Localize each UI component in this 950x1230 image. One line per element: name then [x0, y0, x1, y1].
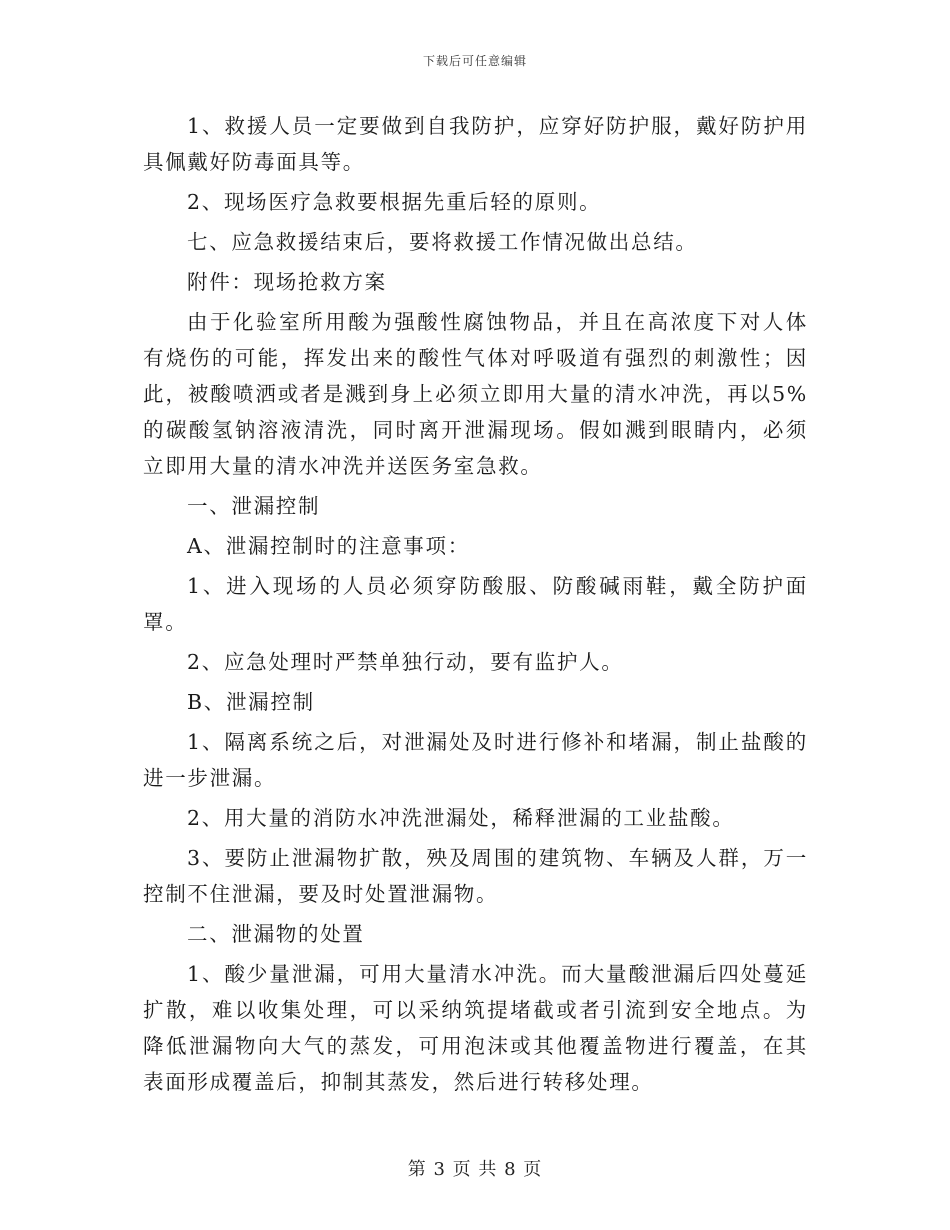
paragraph-summary: 七、应急救援结束后，要将救援工作情况做出总结。	[187, 230, 698, 254]
paragraph-rescue-protection: 1、救援人员一定要做到自我防护，应穿好防护服，戴好防护用具佩戴好防毒面具等。	[143, 114, 808, 174]
paragraph-no-solo-action: 2、应急处理时严禁单独行动，要有监护人。	[187, 650, 624, 674]
paragraph-isolate-repair: 1、隔离系统之后，对泄漏处及时进行修补和堵漏，制止盐酸的进一步泄漏。	[143, 730, 808, 790]
paragraph-acid-hazard: 由于化验室所用酸为强酸性腐蚀物品，并且在高浓度下对人体有烧伤的可能，挥发出来的酸性气体对呼吸道有强烈的刺激性；因此，被酸喷洒或者是溅到身上必须立即用大量的清水冲洗，再以5%的碳酸氢钠溶液清洗，同时离开泄漏现场。假如溅到眼睛内，必须立即用大量的清水冲洗并送医务室急救。	[143, 310, 808, 478]
heading-leak-precautions: A、泄漏控制时的注意事项：	[187, 534, 470, 558]
paragraph-first-aid-principle: 2、现场医疗急救要根据先重后轻的原则。	[187, 190, 602, 214]
page-footer: 第 3 页 共 8 页	[407, 1159, 543, 1180]
paragraph-disposal-method: 1、酸少量泄漏，可用大量清水冲洗。而大量酸泄漏后四处蔓延扩散，难以收集处理，可以采纳筑提堵截或者引流到安全地点。为降低泄漏物向大气的蒸发，可用泡沫或其他覆盖物进行覆盖，在其表面形成覆盖后，抑制其蒸发，然后进行转移处理。	[143, 962, 808, 1094]
heading-leak-control: 一、泄漏控制	[187, 494, 321, 518]
heading-leak-disposal: 二、泄漏物的处置	[187, 922, 365, 946]
heading-leak-control-b: B、泄漏控制	[187, 690, 315, 714]
paragraph-attachment-title: 附件：现场抢救方案	[187, 270, 387, 294]
document-body	[143, 108, 808, 1100]
paragraph-ppe-requirement: 1、进入现场的人员必须穿防酸服、防酸碱雨鞋，戴全防护面罩。	[143, 574, 808, 634]
paragraph-prevent-spread: 3、要防止泄漏物扩散，殃及周围的建筑物、车辆及人群，万一控制不住泄漏，要及时处置泄漏物。	[143, 846, 808, 906]
paragraph-flush-dilute: 2、用大量的消防水冲洗泄漏处，稀释泄漏的工业盐酸。	[187, 806, 735, 830]
page-header: 下载后可任意编辑	[422, 54, 527, 68]
